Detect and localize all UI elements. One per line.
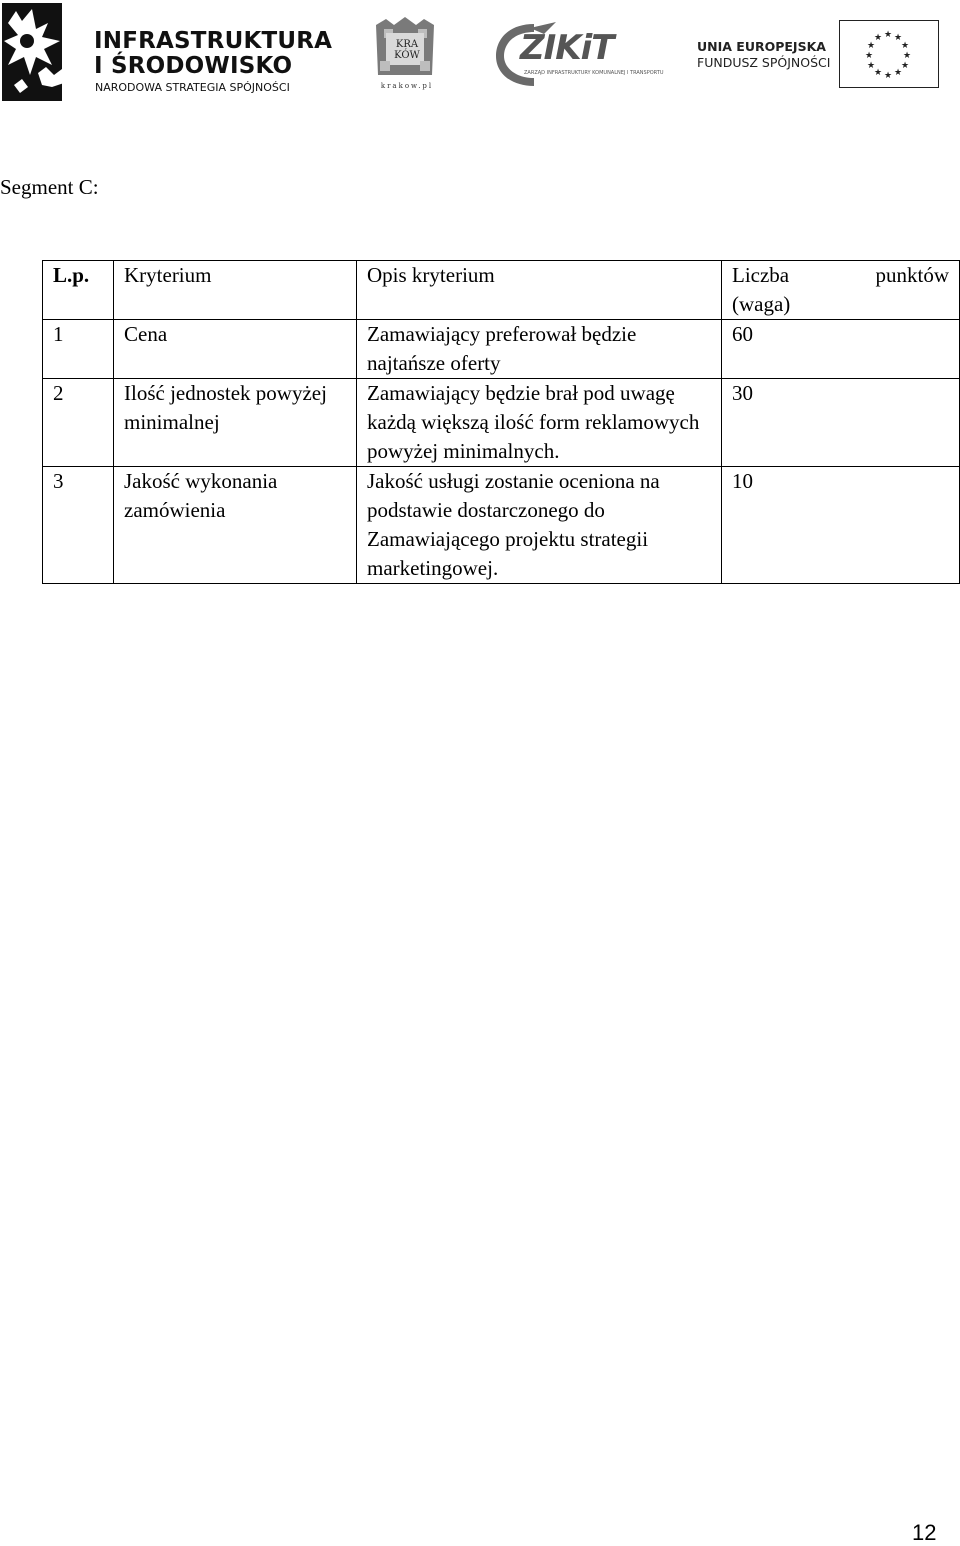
row-lp: 2 [43,379,114,467]
row-points: 60 [722,320,960,379]
header-points-line2: (waga) [732,292,791,316]
svg-text:★: ★ [900,41,910,51]
logo-krakow-url: krakow.pl [380,82,434,90]
svg-text:★: ★ [893,68,903,78]
row-criterion: Ilość jednostek powyżej minimalnej [114,379,357,467]
logo-krakow [372,15,438,91]
logo-ue-line2: FUNDUSZ SPÓJNOŚCI [697,55,831,70]
table-row [43,379,960,467]
header-lp: L.p. [43,261,114,320]
header-logo-bar [0,0,960,105]
logo-unia-europejska [697,20,942,92]
svg-text:★: ★ [873,33,883,43]
svg-text:★: ★ [900,61,910,71]
svg-text:★: ★ [883,71,893,81]
logo-infra-line2: I ŚRODOWISKO [94,53,293,79]
row-points: 10 [722,467,960,584]
logo-zikit-subtitle: ZARZĄD INFRASTRUKTURY KOMUNALNEJ I TRANSPORTU [524,70,664,76]
table-row [43,467,960,584]
nss-emblem-icon [2,3,70,101]
eu-stars-icon [840,21,937,86]
logo-infrastruktura-i-srodowisko [2,3,333,101]
header-points-line1: Liczba punktów [732,263,949,287]
svg-text:★: ★ [883,30,893,40]
svg-text:★: ★ [873,68,883,78]
row-description: Jakość usługi zostanie oceniona na podstawie dostarczonego do Zamawiającego projektu strategii marketingowej. [357,467,722,584]
svg-text:★: ★ [866,61,876,71]
header-description: Opis kryterium [357,261,722,320]
svg-text:★: ★ [864,51,874,61]
logo-infra-line1: INFRASTRUKTURA [94,28,333,54]
header-points [722,261,960,320]
page-number: 12 [912,1520,937,1545]
row-criterion: Jakość wykonania zamówienia [114,467,357,584]
row-points: 30 [722,379,960,467]
criteria-table [42,260,960,584]
table-header-row [43,261,960,320]
svg-text:★: ★ [866,41,876,51]
svg-text:★: ★ [902,51,912,61]
row-description: Zamawiający preferował będzie najtańsze oferty [357,320,722,379]
svg-text:★: ★ [893,33,903,43]
row-description: Zamawiający będzie brał pod uwagę każdą większą ilość form reklamowych powyżej minimalnych. [357,379,722,467]
row-lp: 1 [43,320,114,379]
eu-flag-icon [839,20,939,88]
logo-infra-line3: NARODOWA STRATEGIA SPÓJNOŚCI [95,81,290,94]
row-criterion: Cena [114,320,357,379]
logo-ue-line1: UNIA EUROPEJSKA [697,39,826,54]
segment-heading: Segment C: [0,175,99,199]
row-lp: 3 [43,467,114,584]
logo-zikit [494,18,664,90]
table-row [43,320,960,379]
header-criterion: Kryterium [114,261,357,320]
logo-krakow-text: KRA KÓW [394,39,420,61]
logo-zikit-text: ZIKiT [520,28,614,68]
